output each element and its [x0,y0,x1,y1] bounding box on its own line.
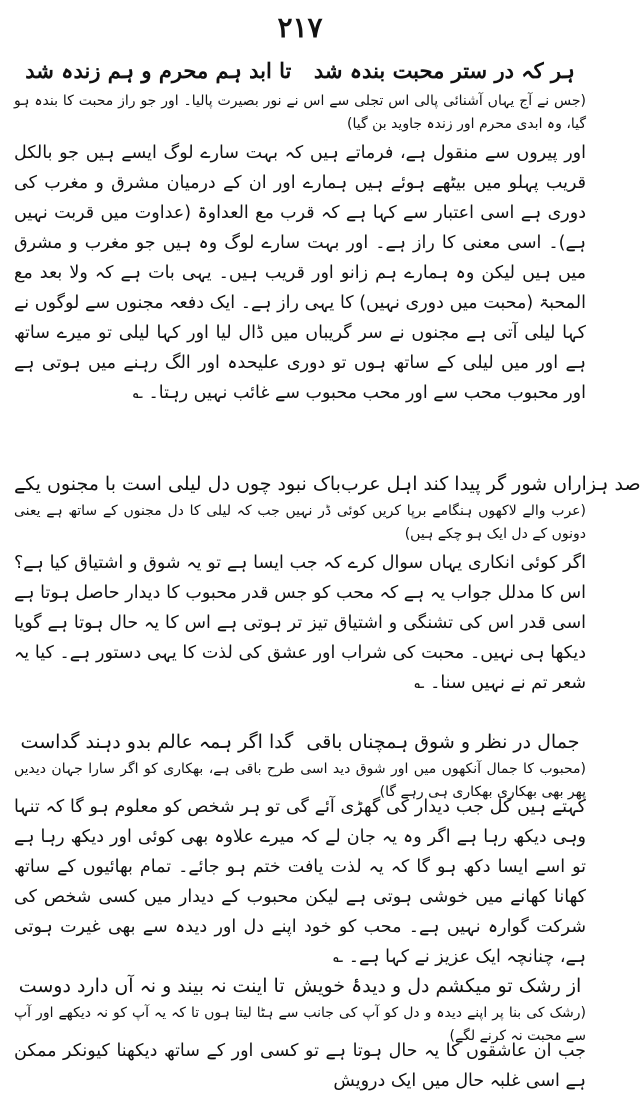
verse-4-left: تا اینت نہ بیند و نہ آں دارد دوست [18,975,285,997]
verse-3-left: گدا اگر ہمہ عالم بدو دہند گداست [20,731,294,753]
paragraph-3: کہتے ہیں کل جب دیدار کی گھڑی آئے گی تو ہر شخص کو معلوم ہو گا کہ تنہا وہی دیکھ رہا ہے اگر وہ یہ جان لے کہ میرے علاوہ بھی کوئی اور دیکھ رہا ہے تو اسے ایسا دکھ ہو گا کہ یہ لذت یافت ختم ہو جائے۔ تمام بھائیوں کے ساتھ کھانا کھانے میں خوشی ہوتی ہے لیکن محبوب کے دیدار میں کسی شخص کی شرکت گوارہ نہیں ہے۔ محب کو خود اپنے دل اور دیدہ سے بھی غیرت ہوتی ہے، چنانچہ ایک عزیز نے کہا ہے۔ ؎ [14,797,586,967]
page-number: ۲۱۷ [277,11,323,44]
verse-3 [14,726,586,758]
title-verse-right: ہر کہ در ستر محبت بندہ شد [313,57,575,83]
verse-2 [14,468,641,500]
verse-translation-2: (عرب والے لاکھوں ہنگامے برپا کریں کوئی ڈر نہیں جب کہ لیلی کا دل مجنوں کے ساتھ ہے یعنی دونوں کے دل ایک ہو چکے ہیں) [14,503,586,542]
verse-3-right: جمال در نظر و شوق ہمچناں باقی [306,731,580,753]
verse-2-right: صد ہزاراں شور گر پیدا کند اہل عرب [340,473,641,495]
paragraph-4: جب ان عاشقوں کا یہ حال ہوتا ہے تو کسی اور کے ساتھ دیکھنا کیونکر ممکن ہے اسی غلبہ حال میں ایک درویش [14,1041,586,1091]
paragraph-2: اگر کوئی انکاری یہاں سوال کرے کہ جب ایسا ہے تو یہ شوق و اشتیاق کیا ہے؟ اس کا مدلل جواب یہ ہے کہ محب کو جس قدر محبوب کا دیدار حاصل ہوتا ہے اسی قدر اس کی تشنگی و اشتیاق تیز تر ہوتی ہے اس کا یہ حال ہوتا ہے گویا دیکھا ہی نہیں۔ محبت کی شراب اور عشق کی لذت کا یہی دستور ہے۔ کیا یہ شعر تم نے نہیں سنا۔ ؎ [14,553,586,693]
title-verse-left: تا ابد ہم محرم و ہم زندہ شد [25,57,292,83]
title-verse [14,50,586,90]
verse-4 [14,970,586,1002]
verse-4-right: از رشک تو میکشم دل و دیدۂ خویش [293,975,582,997]
verse-translation-4: (رشک کی بنا پر اپنے دیدہ و دل کو آپ کی جانب سے ہٹا لیتا ہوں تا کہ یہ آپ کو نہ دیکھے اور آپ سے محبت نہ کرنے لگے) [14,1005,586,1044]
verse-2-left: باک نبود چوں دل لیلی است با مجنوں یکے [14,473,341,495]
paragraph-1: اور پیروں سے منقول ہے، فرماتے ہیں کہ بہت سارے لوگ ایسے ہیں جو بالکل قریب پہلو میں بیٹھے ہوئے ہیں ہمارے اور ان کے درمیان مشرق و مغرب کی دوری ہے اسی اعتبار سے کہا ہے کہ قرب مع العداوۃ (عداوت میں قربت نہیں ہے)۔ اسی معنی کا راز ہے۔ اور بہت سارے لوگ وہ ہیں جو مغرب و مشرق میں ہیں لیکن وہ ہمارے ہم زانو اور قریب ہیں۔ یہی بات ہے کہ ولا بعد مع المحبۃ (محبت میں دوری نہیں) کا یہی راز ہے۔ ایک دفعہ مجنوں سے لوگوں نے کہا لیلی آتی ہے مجنوں نے سر گریباں میں ڈال لیا اور کہا لیلی تو میرے ساتھ ہے اور میں لیلی کے ساتھ ہوں تو دوری علیحدہ اور الگ رہنے میں ہوتی ہے اور محبوب محب سے اور محب محبوب سے غائب نہیں رہتا۔ ؎ [14,143,586,403]
verse-translation-3: (محبوب کا جمال آنکھوں میں اور شوق دید اسی طرح باقی ہے، بھکاری کو اگر سارا جہان دیدیں پھر بھی بھکاری بھکاری ہی رہے گا) [14,761,586,800]
verse-translation-1: (جس نے آج یہاں آشنائی پالی اس تجلی سے اس نے نور بصیرت پالیا۔ اور جو راز محبت کا بندہ ہو گیا، وہ ابدی محرم اور زندہ جاوید بن گیا) [14,93,586,132]
